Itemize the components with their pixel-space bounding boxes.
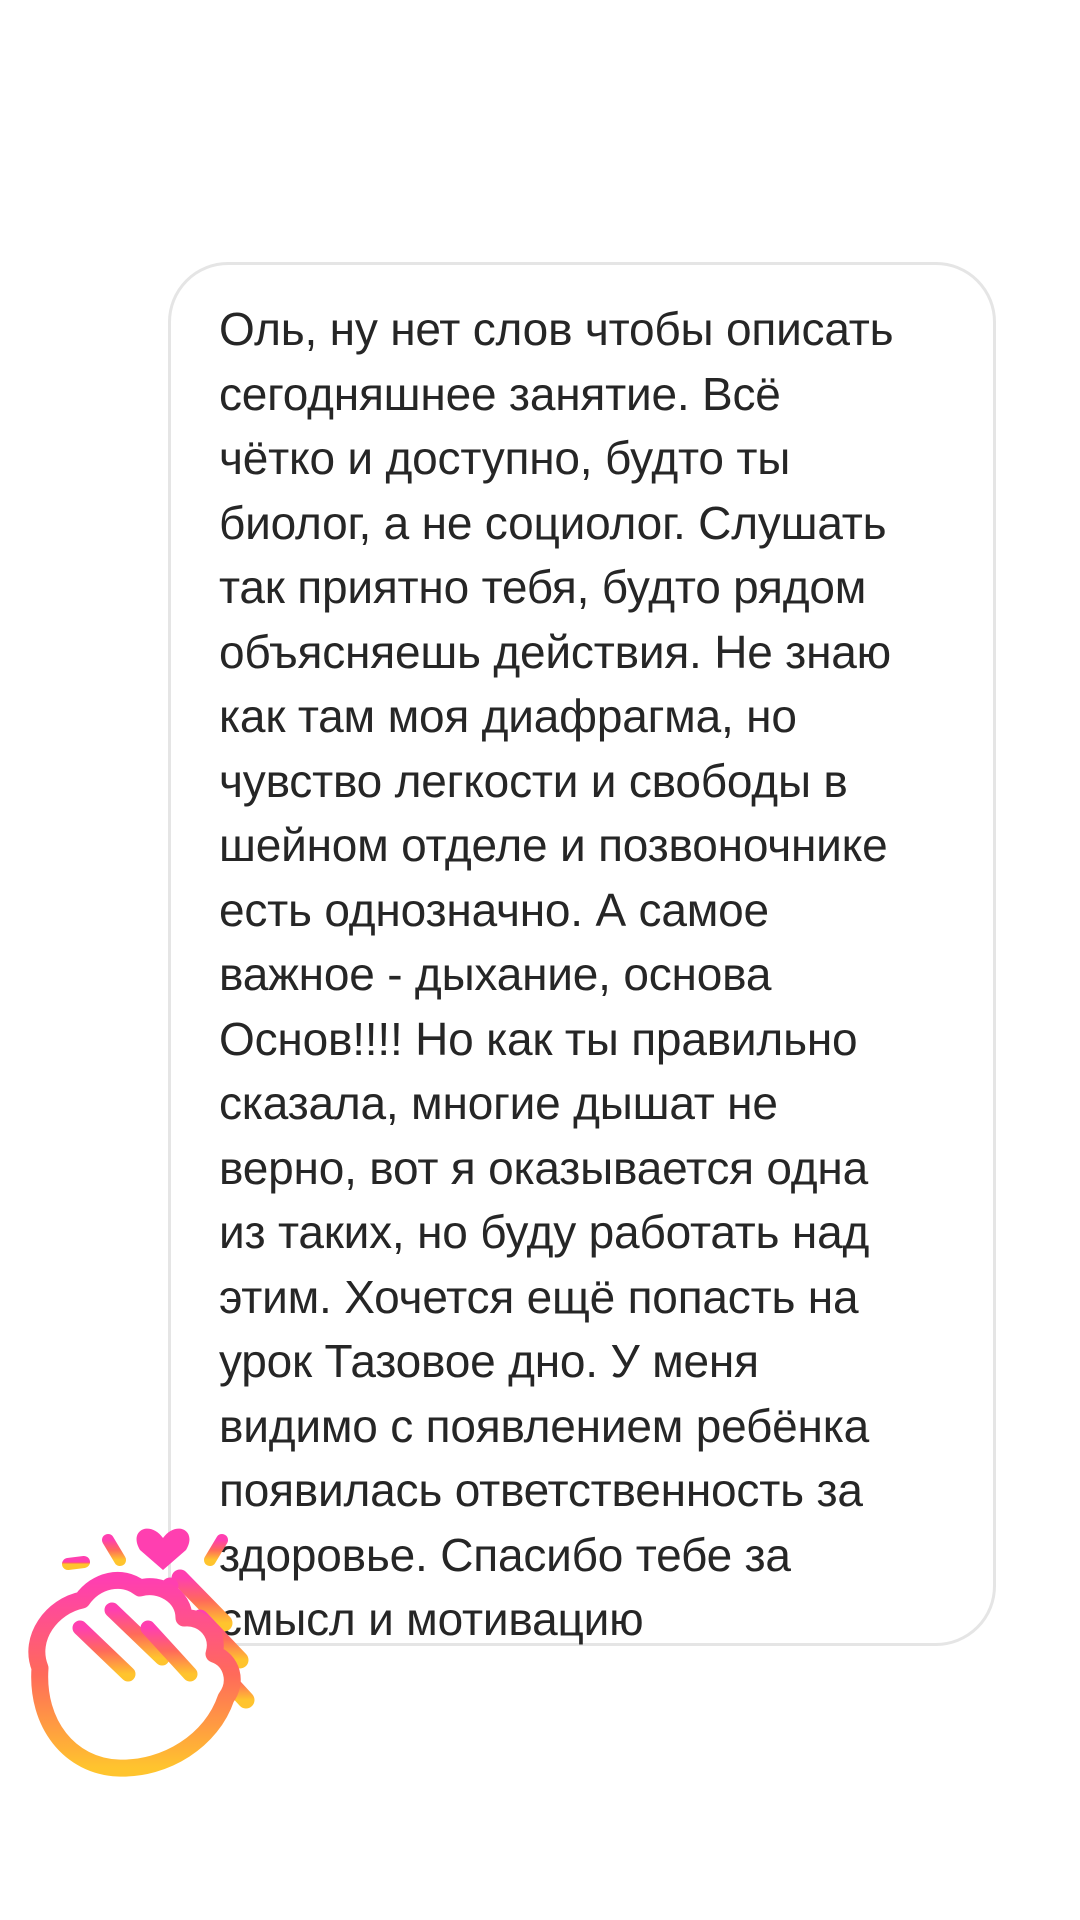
message-bubble[interactable]	[168, 262, 996, 1646]
message-text	[219, 297, 959, 1652]
clapping-hands-icon	[0, 1478, 310, 1788]
message-line: шейном отделе и позвоночнике	[219, 819, 888, 871]
message-line: из таких, но буду работать над	[219, 1206, 870, 1258]
message-line: есть однозначно. А самое	[219, 883, 769, 936]
message-line: этим. Хочется ещё попасть на	[219, 1270, 859, 1323]
message-line: важное - дыхание, основа	[219, 948, 772, 1000]
message-line: здоровье. Спасибо тебе за	[219, 1528, 791, 1581]
message-line: как там моя диафрагма, но	[219, 690, 797, 742]
message-line: Основ!!!! Но как ты правильно	[219, 1012, 858, 1065]
message-line: появилась ответственность за	[219, 1464, 863, 1516]
message-line: так приятно тебя, будто рядом	[219, 561, 867, 613]
message-line: чувство легкости и свободы в	[219, 754, 848, 807]
message-line: урок Тазовое дно. У меня	[219, 1335, 759, 1387]
message-line: объясняешь действия. Не знаю	[219, 625, 891, 678]
message-line: биолог, а не социолог. Слушать	[219, 496, 887, 549]
message-line: сказала, многие дышат не	[219, 1077, 778, 1129]
message-line: смысл и мотивацию	[219, 1593, 644, 1645]
heart-icon	[137, 1529, 190, 1570]
message-line: верно, вот я оказывается одна	[219, 1141, 869, 1194]
message-line: видимо с появлением ребёнка	[219, 1399, 870, 1452]
message-line: сегодняшнее занятие. Всё	[219, 367, 781, 420]
message-line: Оль, ну нет слов чтобы описать	[219, 303, 894, 355]
message-line: чётко и доступно, будто ты	[219, 432, 791, 484]
